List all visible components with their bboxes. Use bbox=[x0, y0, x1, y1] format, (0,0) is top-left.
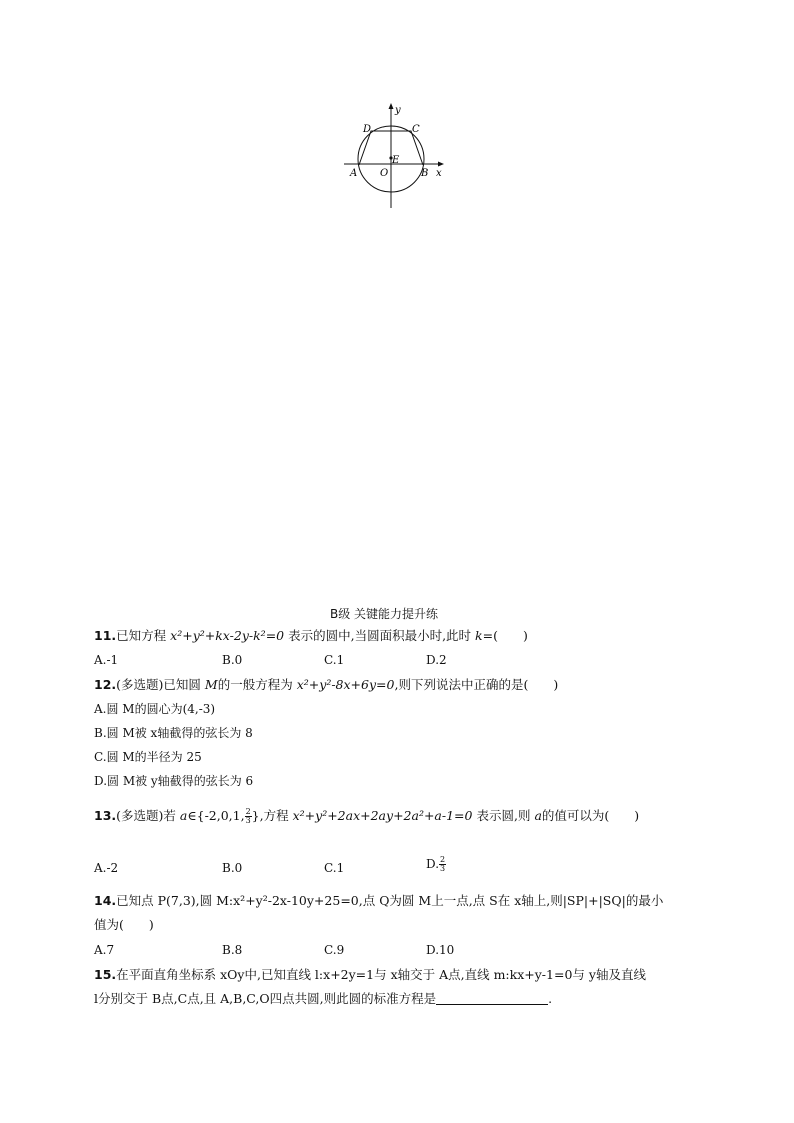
y-axis-arrow bbox=[389, 103, 394, 109]
q13-var-a2: a bbox=[534, 808, 542, 823]
frac-num: 2 bbox=[440, 855, 446, 864]
q11-option-d[interactable]: D.2 bbox=[426, 653, 447, 667]
q11-option-b[interactable]: B.0 bbox=[222, 653, 243, 667]
frac-den: 3 bbox=[440, 864, 446, 873]
q13-option-a[interactable]: A.-2 bbox=[94, 861, 119, 875]
question-14-line2: 值为( ) bbox=[94, 917, 154, 932]
q11-pre: 已知方程 bbox=[116, 628, 167, 643]
q13-pre: (多选题)若 bbox=[116, 808, 176, 823]
q11-option-c[interactable]: C.1 bbox=[324, 653, 345, 667]
question-number: 13. bbox=[94, 808, 117, 823]
q15-line1: 在平面直角坐标系 xOy中,已知直线 l:x+2y=1与 x轴交于 A点,直线 m:kx+y-1=0与 y轴及直线 bbox=[116, 967, 646, 982]
answer-blank[interactable] bbox=[436, 992, 548, 1005]
q15-line2-text: l分别交于 B点,C点,且 A,B,C,O四点共圆,则此圆的标准方程是 bbox=[94, 991, 437, 1006]
q13-var-a: a bbox=[179, 808, 188, 823]
q14-line1: 已知点 P(7,3),圆 M:x²+y²-2x-10y+25=0,点 Q为圆 M上一点,点 S在 x轴上,则|SP|+|SQ|的最小 bbox=[116, 893, 664, 908]
frac-den: 3 bbox=[245, 816, 251, 825]
q12-mid: 的一般方程为 bbox=[217, 677, 293, 692]
question-15-line2 bbox=[94, 991, 552, 1007]
q13-option-b[interactable]: B.0 bbox=[222, 861, 243, 875]
label-e: E bbox=[392, 155, 400, 166]
question-12 bbox=[94, 677, 558, 693]
label-y: y bbox=[395, 105, 401, 116]
question-number: 11. bbox=[94, 628, 117, 643]
label-a: A bbox=[350, 168, 358, 179]
label-x: x bbox=[436, 168, 442, 179]
x-axis-arrow bbox=[438, 162, 444, 167]
q14-option-d[interactable]: D.10 bbox=[426, 943, 455, 957]
circle-trapezoid-figure bbox=[338, 100, 450, 210]
q12-option-b[interactable]: B.圆 M被 x轴截得的弦长为 8 bbox=[94, 726, 253, 740]
label-d: D bbox=[363, 124, 372, 135]
q11-var: k bbox=[475, 628, 483, 643]
question-number: 15. bbox=[94, 967, 117, 982]
q11-formula: x²+y²+kx-2y-k²=0 bbox=[170, 628, 285, 643]
q12-formula: x²+y²-8x+6y=0 bbox=[296, 677, 395, 692]
q12-option-a[interactable]: A.圆 M的圆心为(4,-3) bbox=[94, 702, 216, 716]
q12-post: ,则下列说法中正确的是( ) bbox=[394, 677, 559, 692]
q11-option-a[interactable]: A.-1 bbox=[94, 653, 119, 667]
question-14 bbox=[94, 893, 663, 909]
q12-option-c[interactable]: C.圆 M的半径为 25 bbox=[94, 750, 202, 764]
q13-option-d[interactable] bbox=[426, 856, 446, 873]
section-title: B级 关键能力提升练 bbox=[330, 607, 439, 621]
question-number: 12. bbox=[94, 677, 117, 692]
question-number: 14. bbox=[94, 893, 117, 908]
q11-post: 表示的圆中,当圆面积最小时,此时 bbox=[288, 628, 472, 643]
q12-pre: (多选题)已知圆 bbox=[116, 677, 201, 692]
question-13 bbox=[94, 808, 639, 825]
q12-option-d[interactable]: D.圆 M被 y轴截得的弦长为 6 bbox=[94, 774, 254, 788]
q14-option-c[interactable]: C.9 bbox=[324, 943, 345, 957]
fraction-two-thirds bbox=[439, 856, 446, 873]
label-b: B bbox=[421, 168, 429, 179]
q15-end: . bbox=[548, 991, 553, 1006]
q11-end: =( ) bbox=[482, 628, 528, 643]
label-c: C bbox=[412, 124, 420, 135]
frac-num: 2 bbox=[245, 807, 251, 816]
q13-post2: 的值可以为( ) bbox=[541, 808, 640, 823]
q13-formula: x²+y²+2ax+2ay+2a²+a-1=0 bbox=[292, 808, 473, 823]
q13-post: 表示圆,则 bbox=[476, 808, 531, 823]
question-11 bbox=[94, 628, 528, 644]
q12-var-m: M bbox=[204, 677, 218, 692]
fraction-two-thirds bbox=[245, 808, 252, 825]
q14-option-b[interactable]: B.8 bbox=[222, 943, 243, 957]
q13-option-c[interactable]: C.1 bbox=[324, 861, 345, 875]
q13-set-open: ∈{-2,0,1, bbox=[187, 808, 245, 823]
label-o: O bbox=[380, 168, 389, 179]
q13-option-d-label: D. bbox=[426, 857, 440, 871]
question-15 bbox=[94, 967, 646, 983]
q13-set-close: },方程 bbox=[251, 808, 289, 823]
q14-option-a[interactable]: A.7 bbox=[94, 943, 115, 957]
